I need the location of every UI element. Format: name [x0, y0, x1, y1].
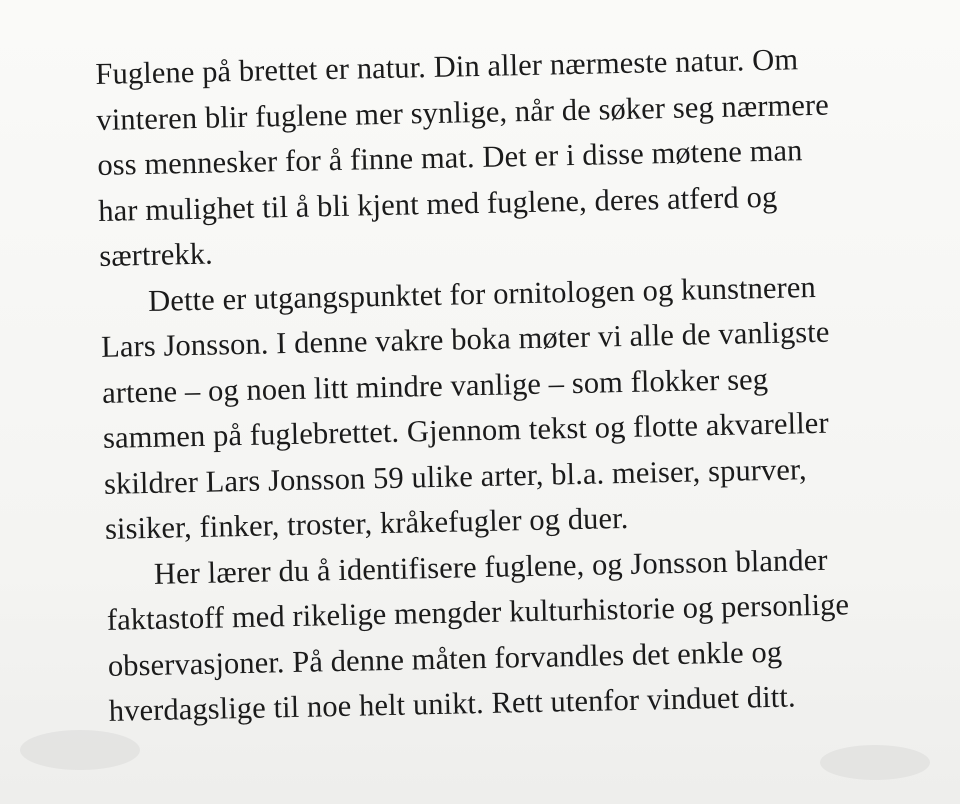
text-line: observasjoner. På denne måten forvandles det enkle og — [107, 634, 783, 683]
text-line: vinteren blir fuglene mer synlige, når de søker seg nærmere — [96, 87, 830, 137]
text-line: Dette er utgangspunktet for ornitologen og kunstneren — [147, 269, 817, 318]
text-line: Lars Jonsson. I denne vakre boka møter vi alle de vanligste — [100, 314, 830, 364]
text-line: Her lærer du å identifisere fuglene, og Jonsson blander — [153, 542, 828, 591]
text-line: oss mennesker for å finne mat. Det er i disse møtene man — [97, 133, 803, 182]
paragraph-2 — [100, 262, 926, 552]
text-line: artene – og noen litt mindre vanlige – som flokker seg — [101, 361, 769, 410]
paragraph-1 — [95, 35, 920, 280]
text-line: sisiker, finker, troster, kråkefugler og duer. — [104, 500, 629, 546]
paper-smudge — [820, 745, 930, 780]
paper-smudge — [20, 730, 140, 770]
text-line: sammen på fuglebrettet. Gjennom tekst og flotte akvareller — [102, 405, 829, 455]
text-line: særtrekk. — [98, 236, 214, 273]
text-line: faktastoff med rikelige mengder kulturhistorie og personlige — [106, 587, 850, 637]
text-line: skildrer Lars Jonsson 59 ulike arter, bl.a. meiser, spurver, — [103, 451, 808, 501]
text-line: hverdagslige til noe helt unikt. Rett utenfor vinduet ditt. — [108, 679, 796, 728]
text-line: Fuglene på brettet er natur. Din aller nærmeste natur. Om — [95, 42, 799, 91]
text-line: har mulighet til å bli kjent med fuglene, deres atferd og — [97, 179, 778, 228]
body-text — [95, 35, 929, 735]
paragraph-3 — [105, 535, 929, 734]
